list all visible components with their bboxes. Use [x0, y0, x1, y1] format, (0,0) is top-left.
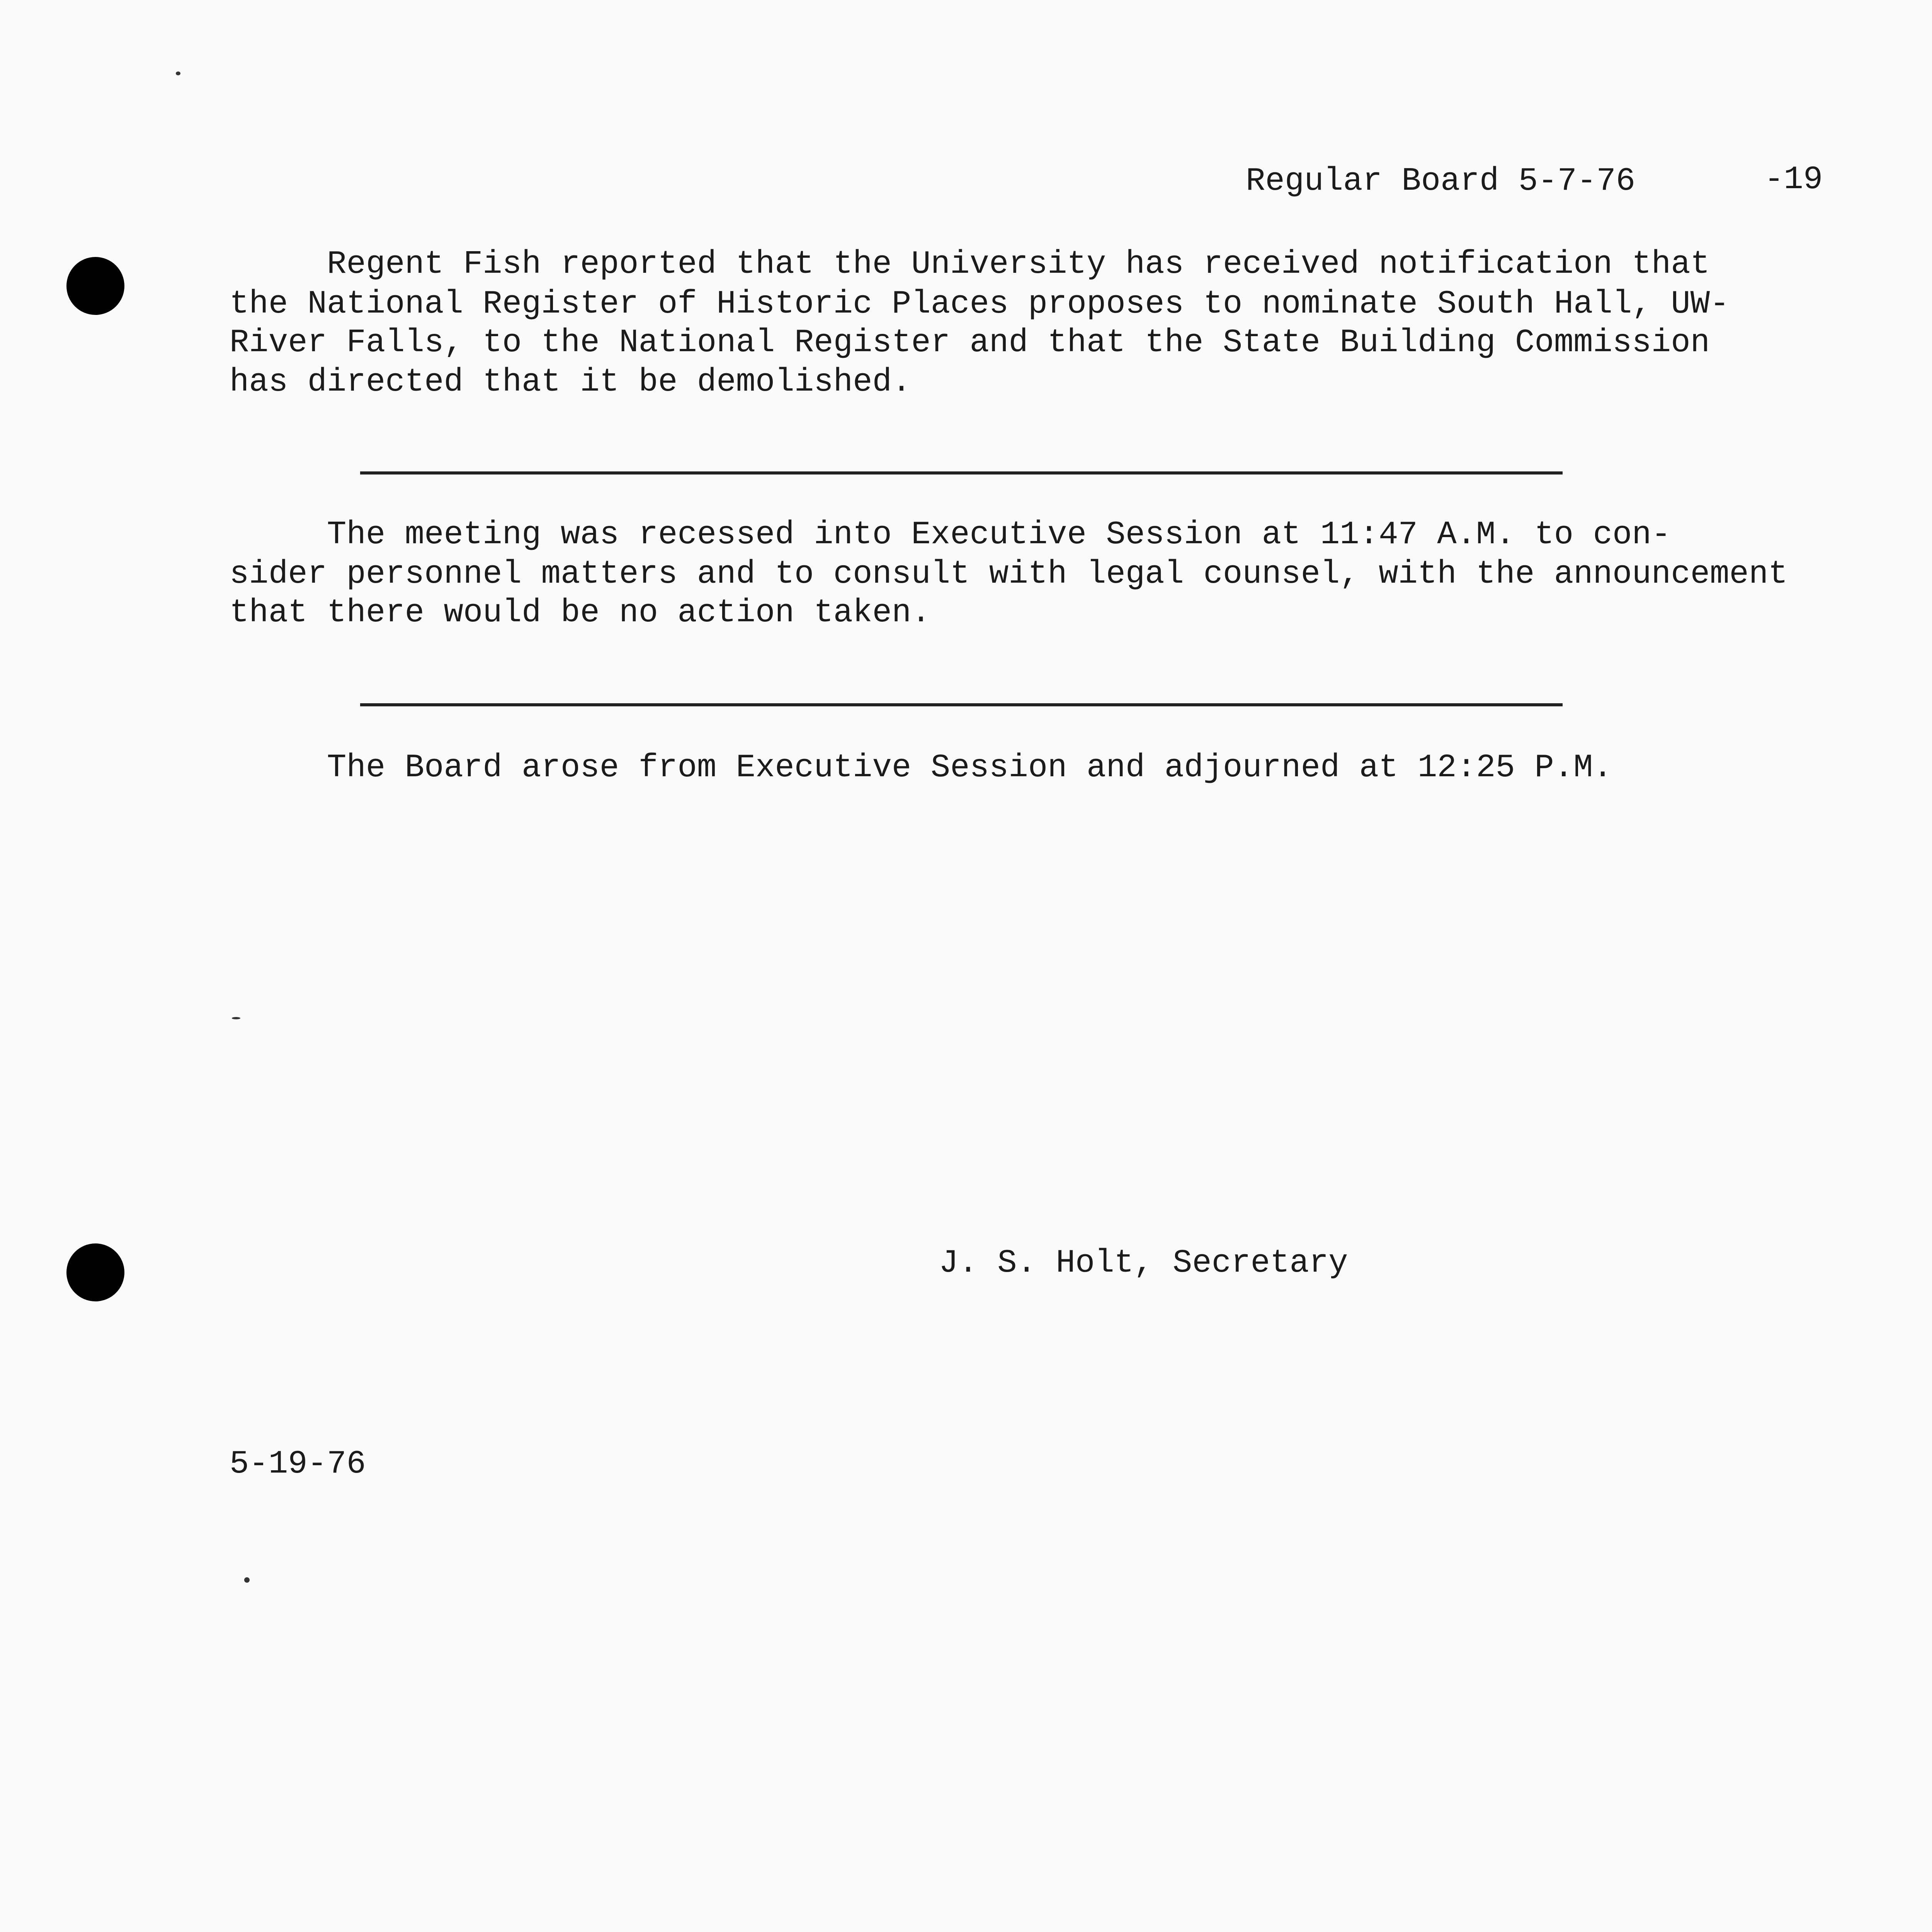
scan-speck [176, 71, 180, 75]
hole-punch-top [66, 257, 124, 315]
page-header-title: Regular Board 5-7-76 [1246, 163, 1636, 200]
paragraph-line: the National Register of Historic Places proposes to nominate South Hall, UW- [230, 286, 1730, 323]
paragraph-line: The Board arose from Executive Session and adjourned at 12:25 P.M. [230, 750, 1612, 786]
hole-punch-middle [66, 1243, 124, 1301]
paragraph-line: The meeting was recessed into Executive Session at 11:47 A.M. to con- [230, 517, 1671, 553]
page-number: -19 [1764, 162, 1823, 198]
scan-speck [244, 1577, 250, 1583]
paragraph-line: River Falls, to the National Register and that the State Building Commission [230, 325, 1710, 361]
paragraph-line: Regent Fish reported that the University has received notification that [230, 246, 1710, 283]
section-divider [360, 703, 1563, 706]
section-divider [360, 471, 1563, 474]
document-date: 5-19-76 [230, 1446, 366, 1483]
scan-speck [232, 1017, 240, 1019]
secretary-signature: J. S. Holt, Secretary [939, 1245, 1348, 1282]
paragraph-line: has directed that it be demolished. [230, 364, 912, 401]
paragraph-line: that there would be no action taken. [230, 595, 931, 631]
paragraph-line: sider personnel matters and to consult with legal counsel, with the announcement [230, 556, 1788, 593]
